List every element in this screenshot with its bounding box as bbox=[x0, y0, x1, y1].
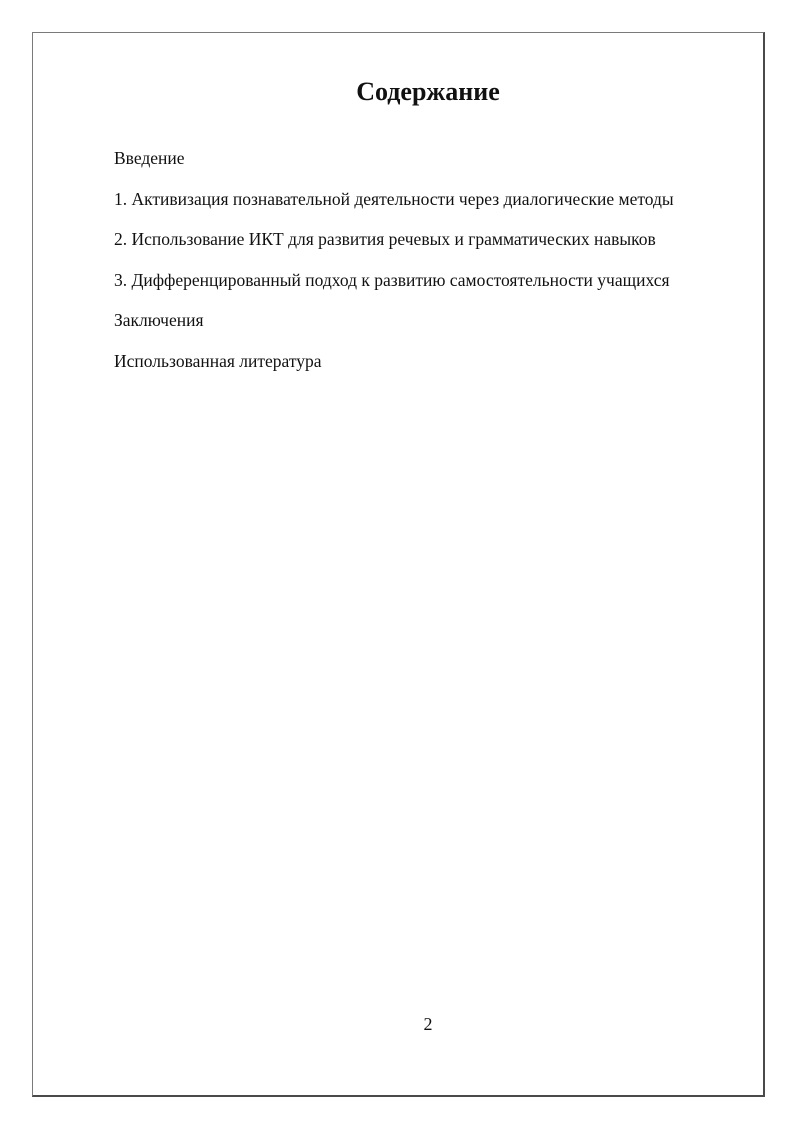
toc-item-introduction: Введение bbox=[114, 148, 185, 168]
table-of-contents bbox=[114, 146, 674, 390]
toc-item-chapter-3: 3. Дифференцированный подход к развитию самостоятельности учащихся bbox=[114, 269, 670, 290]
page-title: Содержание bbox=[356, 77, 500, 106]
toc-item-references: Использованная литература bbox=[114, 350, 322, 371]
toc-item-chapter-2: 2. Использование ИКТ для развития речевых и грамматических навыков bbox=[114, 229, 656, 250]
toc-item-chapter-1: 1. Активизация познавательной деятельности через диалогические методы bbox=[114, 188, 674, 209]
page-number: 2 bbox=[423, 1014, 433, 1034]
toc-item-conclusion: Заключения bbox=[114, 310, 204, 331]
